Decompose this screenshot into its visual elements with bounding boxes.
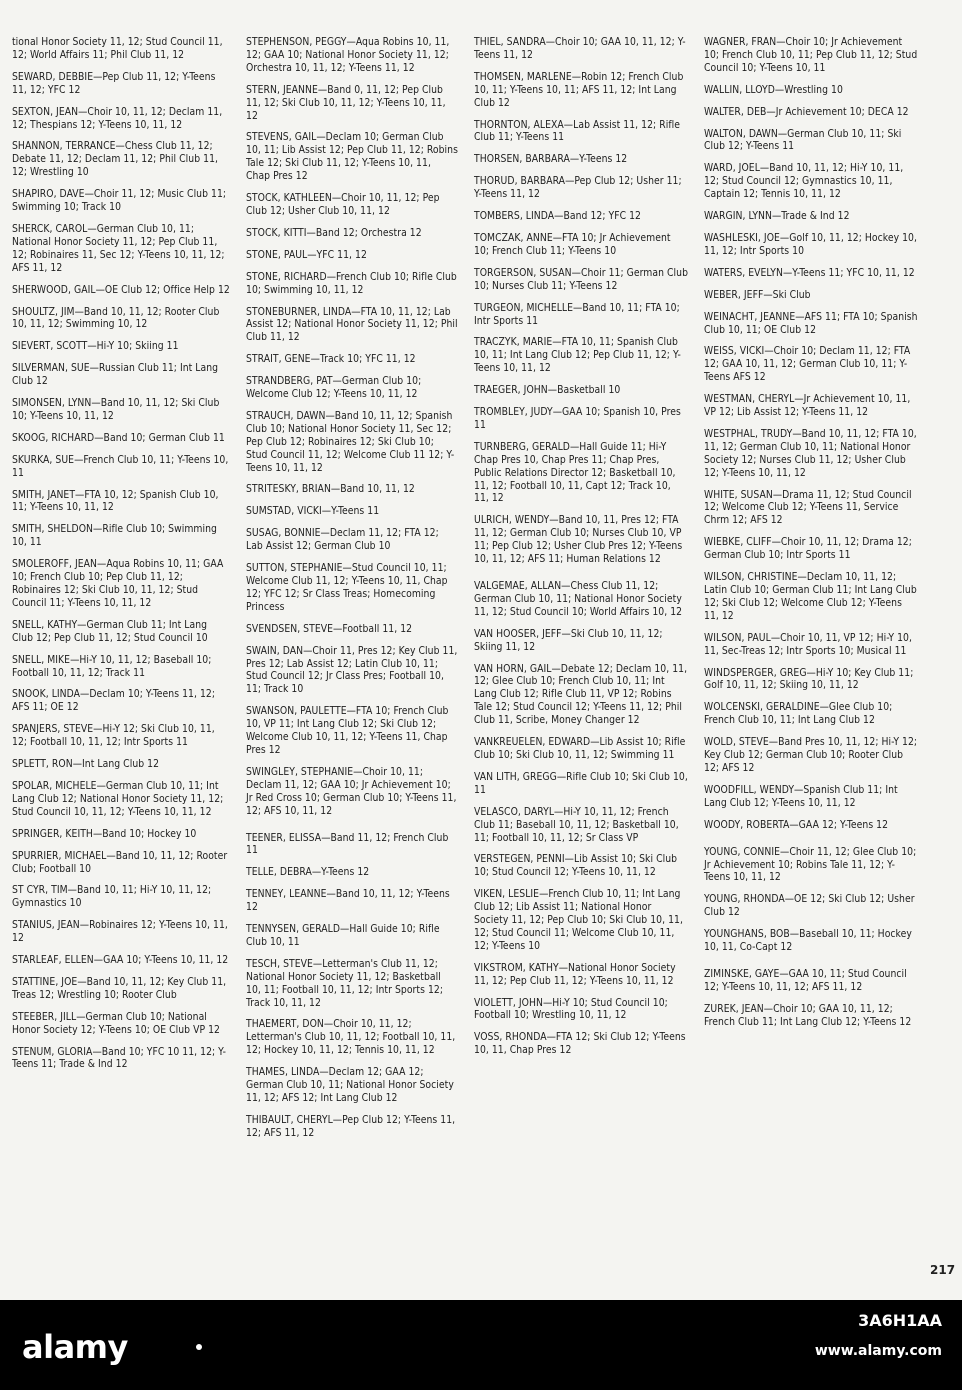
list-item: VELASCO, DARYL—Hi-Y 10, 11, 12; French Club 11; Baseball 10, 11, 12; Basketball 10, 11; Football 10, 11, 12; Sr Class VP (474, 805, 679, 844)
list-item: SILVERMAN, SUE—Russian Club 11; Int Lang Club 12 (12, 362, 219, 388)
list-item: TENNEY, LEANNE—Band 10, 11, 12; Y-Teens 12 (246, 888, 450, 914)
list-item: SWAIN, DAN—Choir 11, Pres 12; Key Club 11, Pres 12; Lab Assist 12; Latin Club 10, 11; Stud Council 12; Jr Class Pres; Football 10, 11; Track 10 (246, 644, 458, 696)
column-3 (474, 36, 688, 1066)
list-item: SEXTON, JEAN—Choir 10, 11, 12; Declam 11, 12; Thespians 12; Y-Teens 10, 11, 12 (12, 105, 223, 131)
logo-dot-icon (196, 1344, 202, 1350)
list-item: SIMONSEN, LYNN—Band 10, 11, 12; Ski Club 10; Y-Teens 10, 11, 12 (12, 397, 220, 422)
list-item: SMITH, JANET—FTA 10, 12; Spanish Club 10, 11; Y-Teens 10, 11, 12 (12, 488, 219, 514)
list-item: ULRICH, WENDY—Band 10, 11, Pres 12; FTA 11, 12; German Club 10; Nurses Club 10, VP 11; Pep Club 12; Usher Club Pres 12; Y-Teens 10, 11, 12; AFS 11; Human Relations 12 (474, 514, 683, 566)
list-item: SEWARD, DEBBIE—Pep Club 11, 12; Y-Teens 11, 12; YFC 12 (12, 70, 216, 96)
list-item: WILSON, CHRISTINE—Declam 10, 11, 12; Latin Club 10; German Club 11; Int Lang Club 12; Ski Club 12; Welcome Club 12; Y-Teens 11, 12 (704, 571, 917, 622)
list-item: WILSON, PAUL—Choir 10, 11, VP 12; Hi-Y 10, 11, Sec-Treas 12; Intr Sports 10; Musical 11 (704, 631, 912, 657)
list-item: SPURRIER, MICHAEL—Band 10, 11, 12; Rooter Club; Football 10 (12, 849, 228, 875)
list-item: THAEMERT, DON—Choir 10, 11, 12; Letterman's Club 10, 11, 12; Football 10, 11, 12; Hockey 10, 11, 12; Tennis 10, 11, 12 (246, 1018, 456, 1057)
list-item: TEENER, ELISSA—Band 11, 12; French Club 11 (246, 831, 449, 857)
list-item: SHOULTZ, JIM—Band 10, 11, 12; Rooter Club 10, 11, 12; Swimming 10, 12 (12, 305, 220, 331)
list-item: SUTTON, STEPHANIE—Stud Council 10, 11; Welcome Club 11, 12; Y-Teens 10, 11, Chap 12; YFC 12; Sr Class Treas; Homecoming Princess (246, 562, 448, 613)
list-item: WOODY, ROBERTA—GAA 12; Y-Teens 12 (704, 818, 889, 831)
list-item: STATTINE, JOE—Band 10, 11, 12; Key Club 11, Treas 12; Wrestling 10; Rooter Club (12, 975, 227, 1001)
list-item: SKURKA, SUE—French Club 10, 11; Y-Teens 10, 11 (12, 453, 229, 479)
list-item: SHAPIRO, DAVE—Choir 11, 12; Music Club 11; Swimming 10; Track 10 (12, 188, 227, 214)
list-item: STOCK, KATHLEEN—Choir 10, 11, 12; Pep Club 12; Usher Club 10, 11, 12 (246, 192, 440, 217)
list-item: YOUNGHANS, BOB—Baseball 10, 11; Hockey 10, 11, Co-Capt 12 (704, 928, 912, 954)
list-item: VIKSTROM, KATHY—National Honor Society 11, 12; Pep Club 11, 12; Y-Teens 10, 11, 12 (474, 961, 676, 987)
list-item: STEPHENSON, PEGGY—Aqua Robins 10, 11, 12; GAA 10; National Honor Society 11, 12; Orchestra 10, 11, 12; Y-Teens 11, 12 (246, 36, 450, 74)
column-1 (12, 36, 230, 1080)
brand-logo: alamy (22, 1328, 128, 1366)
list-item: TURNBERG, GERALD—Hall Guide 11; Hi-Y Chap Pres 10, Chap Pres 11; Chap Pres, Public Relations Director 12; Basketball 10, 11, 12; Football 10, 11, Capt 12; Track 10, 11, 12 (474, 440, 676, 505)
list-item: WALLIN, LLOYD—Wrestling 10 (704, 83, 843, 96)
list-item: SWANSON, PAULETTE—FTA 10; French Club 10, VP 11; Int Lang Club 12; Ski Club 12; Welcome Club 10, 11, 12; Y-Teens 11, Chap Pres 12 (246, 705, 449, 756)
list-item: VERSTEGEN, PENNI—Lib Assist 10; Ski Club 10; Stud Council 12; Y-Teens 10, 11, 12 (474, 853, 678, 879)
list-item: SIEVERT, SCOTT—Hi-Y 10; Skiing 11 (12, 340, 179, 353)
list-item: WIEBKE, CLIFF—Choir 10, 11, 12; Drama 12; German Club 10; Intr Sports 11 (704, 536, 912, 562)
list-item: WEISS, VICKI—Choir 10; Declam 11, 12; FTA 12; GAA 10, 11, 12; German Club 10, 11; Y-Teens AFS 12 (704, 345, 911, 384)
list-item: SPLETT, RON—Int Lang Club 12 (12, 758, 160, 771)
list-item: SMOLEROFF, JEAN—Aqua Robins 10, 11; GAA 10; French Club 10; Pep Club 11, 12; Robinaires 12; Ski Club 10, 11, 12; Stud Council 11; Y-Teens 10, 11, 12 (12, 558, 224, 609)
list-item: VALGEMAE, ALLAN—Chess Club 11, 12; German Club 10, 11; National Honor Society 11, 12; Stud Council 10; World Affairs 10, 12 (474, 580, 683, 618)
list-item: ZIMINSKE, GAYE—GAA 10, 11; Stud Council 12; Y-Teens 10, 11, 12; AFS 11, 12 (704, 967, 907, 993)
list-item: SWINGLEY, STEPHANIE—Choir 10, 11; Declam 11, 12; GAA 10; Jr Achievement 10; Jr Red Cross 10; German Club 10; Y-Teens 11, 12; AFS 10, 11, 12 (246, 765, 457, 817)
list-item: YOUNG, RHONDA—OE 12; Ski Club 12; Usher Club 12 (704, 893, 915, 919)
list-item: WEINACHT, JEANNE—AFS 11; FTA 10; Spanish Club 10, 11; OE Club 12 (704, 310, 918, 336)
list-item: TRACZYK, MARIE—FTA 10, 11; Spanish Club 10, 11; Int Lang Club 12; Pep Club 11, 12; Y-Teens 10, 11, 12 (474, 336, 681, 375)
list-item: SNELL, KATHY—German Club 11; Int Lang Club 12; Pep Club 11, 12; Stud Council 10 (12, 618, 208, 644)
list-item: TORGERSON, SUSAN—Choir 11; German Club 10; Nurses Club 11; Y-Teens 12 (474, 266, 689, 292)
list-item: THORSEN, BARBARA—Y-Teens 12 (474, 153, 628, 166)
list-item: STOCK, KITTI—Band 12; Orchestra 12 (246, 226, 422, 239)
list-item: ZUREK, JEAN—Choir 10; GAA 10, 11, 12; French Club 11; Int Lang Club 12; Y-Teens 12 (704, 1002, 912, 1028)
list-item: SUMSTAD, VICKI—Y-Teens 11 (246, 505, 380, 518)
list-item: WESTMAN, CHERYL—Jr Achievement 10, 11, VP 12; Lib Assist 12; Y-Teens 11, 12 (704, 393, 911, 419)
column-2 (246, 36, 458, 1149)
list-item: STENUM, GLORIA—Band 10; YFC 10 11, 12; Y-Teens 11; Trade & Ind 12 (12, 1045, 227, 1071)
list-item: STONEBURNER, LINDA—FTA 10, 11, 12; Lab Assist 12; National Honor Society 11, 12; Phil Club 11, 12 (246, 305, 458, 344)
list-item: STANIUS, JEAN—Robinaires 12; Y-Teens 10, 11, 12 (12, 919, 228, 945)
list-item: TURGEON, MICHELLE—Band 10, 11; FTA 10; Intr Sports 11 (474, 301, 680, 327)
list-item: STRAUCH, DAWN—Band 10, 11, 12; Spanish Club 10; National Honor Society 11, Sec 12; Pep Club 12; Robinaires 12; Ski Club 10; Stud Council 11, 12; Welcome Club 11 12; Y-Teens 10, 11, 12 (246, 409, 455, 474)
list-item: SVENDSEN, STEVE—Football 11, 12 (246, 622, 413, 635)
list-item: VANKREUELEN, EDWARD—Lib Assist 10; Rifle Club 10; Ski Club 10, 11, 12; Swimming 11 (474, 736, 686, 761)
list-item: THORNTON, ALEXA—Lab Assist 11, 12; Rifle Club 11; Y-Teens 11 (474, 118, 681, 144)
list-item: SUSAG, BONNIE—Declam 11, 12; FTA 12; Lab Assist 12; German Club 10 (246, 527, 439, 553)
list-item: VIKEN, LESLIE—French Club 10, 11; Int Lang Club 12; Lib Assist 11; National Honor Society 11, 12; Pep Club 10; Ski Club 10, 11, 12; Stud Council 11; Welcome Club 10, 11, 12; Y-Teens 10 (474, 888, 683, 952)
watermark-banner (0, 1300, 962, 1390)
list-item: TRAEGER, JOHN—Basketball 10 (474, 384, 621, 397)
list-item: TOMCZAK, ANNE—FTA 10; Jr Achievement 10; French Club 11; Y-Teens 10 (474, 231, 671, 257)
list-item: STERN, JEANNE—Band 0, 11, 12; Pep Club 11, 12; Ski Club 10, 11, 12; Y-Teens 10, 11, 12 (246, 83, 446, 122)
page-number: 217 (930, 1263, 956, 1277)
list-item: STEVENS, GAIL—Declam 10; German Club 10, 11; Lib Assist 12; Pep Club 11, 12; Robins Tale 12; Ski Club 11, 12; Y-Teens 10, 11, Chap Pres 12 (246, 131, 458, 183)
list-item: WESTPHAL, TRUDY—Band 10, 11, 12; FTA 10, 11, 12; German Club 10, 11; National Honor Society 12; Nurses Club 11, 12; Usher Club 12; Y-Teens 10, 11, 12 (704, 427, 917, 479)
list-item: STONE, RICHARD—French Club 10; Rifle Club 10; Swimming 10, 11, 12 (246, 270, 457, 296)
list-item: WOLCENSKI, GERALDINE—Glee Club 10; French Club 10, 11; Int Lang Club 12 (704, 701, 893, 727)
list-item: THAMES, LINDA—Declam 12; GAA 12; German Club 10, 11; National Honor Society 11, 12; AFS 12; Int Lang Club 12 (246, 1066, 454, 1104)
list-item: WEBER, JEFF—Ski Club (704, 288, 811, 301)
list-item: TESCH, STEVE—Letterman's Club 11, 12; National Honor Society 11, 12; Basketball 10, 11; Football 10, 11, 12; Intr Sports 12; Track 10, 11, 12 (246, 957, 443, 1009)
list-item: ST CYR, TIM—Band 10, 11; Hi-Y 10, 11, 12; Gymnastics 10 (12, 884, 212, 910)
list-item: SNOOK, LINDA—Declam 10; Y-Teens 11, 12; AFS 11; OE 12 (12, 688, 216, 714)
list-item: WARGIN, LYNN—Trade & Ind 12 (704, 210, 850, 223)
list-item: YOUNG, CONNIE—Choir 11, 12; Glee Club 10; Jr Achievement 10; Robins Tale 11, 12; Y-Teens 10, 11, 12 (704, 845, 917, 884)
list-item: SHERWOOD, GAIL—OE Club 12; Office Help 12 (12, 283, 230, 296)
list-item: VAN HORN, GAIL—Debate 12; Declam 10, 11, 12; Glee Club 10; French Club 10, 11; Int Lang Club 12; Rifle Club 11, VP 12; Robins Tale 12; Stud Council 12; Y-Teens 11, 12; Phil Club 11, Scribe, Money Changer 12 (474, 662, 688, 727)
list-item: STRITESKY, BRIAN—Band 10, 11, 12 (246, 483, 415, 496)
list-item: WATERS, EVELYN—Y-Teens 11; YFC 10, 11, 12 (704, 266, 915, 279)
list-item: WALTON, DAWN—German Club 10, 11; Ski Club 12; Y-Teens 11 (704, 127, 902, 153)
list-item: WALTER, DEB—Jr Achievement 10; DECA 12 (704, 105, 909, 118)
list-item: VIOLETT, JOHN—Hi-Y 10; Stud Council 10; Football 10; Wrestling 10, 11, 12 (474, 996, 668, 1022)
source-url: www.alamy.com (814, 1343, 942, 1359)
list-item: THIBAULT, CHERYL—Pep Club 12; Y-Teens 11, 12; AFS 11, 12 (246, 1113, 456, 1139)
list-item: VAN LITH, GREGG—Rifle Club 10; Ski Club 10, 11 (474, 770, 688, 796)
list-item: WASHLESKI, JOE—Golf 10, 11, 12; Hockey 10, 11, 12; Intr Sports 10 (704, 231, 917, 257)
list-item: STRANDBERG, PAT—German Club 10; Welcome Club 12; Y-Teens 10, 11, 12 (246, 375, 422, 401)
list-item: SMITH, SHELDON—Rifle Club 10; Swimming 10, 11 (12, 523, 217, 549)
list-item: TOMBERS, LINDA—Band 12; YFC 12 (474, 210, 641, 223)
list-item: SHANNON, TERRANCE—Chess Club 11, 12; Debate 11, 12; Declam 11, 12; Phil Club 11, 12; Wrestling 10 (12, 140, 219, 179)
list-item: WARD, JOEL—Band 10, 11, 12; Hi-Y 10, 11, 12; Stud Council 12; Gymnastics 10, 11, Captain 12; Tennis 10, 11, 12 (704, 162, 904, 201)
list-item: TENNYSEN, GERALD—Hall Guide 10; Rifle Club 10, 11 (246, 923, 440, 948)
list-item: THOMSEN, MARLENE—Robin 12; French Club 10, 11; Y-Teens 10, 11; AFS 11, 12; Int Lang Club 12 (474, 70, 684, 109)
list-item: STONE, PAUL—YFC 11, 12 (246, 248, 367, 261)
list-item: WAGNER, FRAN—Choir 10; Jr Achievement 10; French Club 10, 11; Pep Club 11, 12; Stud Council 10; Y-Teens 10, 11 (704, 36, 918, 74)
list-item: SNELL, MIKE—Hi-Y 10, 11, 12; Baseball 10; Football 10, 11, 12; Track 11 (12, 653, 212, 679)
list-item: STARLEAF, ELLEN—GAA 10; Y-Teens 10, 11, 12 (12, 954, 229, 967)
image-id: 3A6H1AA (858, 1311, 942, 1330)
list-item: TROMBLEY, JUDY—GAA 10; Spanish 10, Pres 11 (474, 406, 681, 431)
list-item: SPANJERS, STEVE—Hi-Y 12; Ski Club 10, 11, 12; Football 10, 11, 12; Intr Sports 11 (12, 723, 215, 749)
list-item: STEEBER, JILL—German Club 10; National Honor Society 12; Y-Teens 10; OE Club VP 12 (12, 1010, 220, 1036)
list-item: WINDSPERGER, GREG—Hi-Y 10; Key Club 11; Golf 10, 11, 12; Skiing 10, 11, 12 (704, 666, 914, 692)
list-item: VAN HOOSER, JEFF—Ski Club 10, 11, 12; Skiing 11, 12 (474, 627, 663, 653)
list-item: SPOLAR, MICHELE—German Club 10, 11; Int Lang Club 12; National Honor Society 11, 12; Stud Council 10, 11, 12; Y-Teens 10, 11, 12 (12, 779, 224, 818)
list-item: THORUD, BARBARA—Pep Club 12; Usher 11; Y-Teens 11, 12 (474, 175, 682, 201)
list-item: STRAIT, GENE—Track 10; YFC 11, 12 (246, 353, 416, 366)
column-4 (704, 36, 918, 1038)
list-item: WOLD, STEVE—Band Pres 10, 11, 12; Hi-Y 12; Key Club 12; German Club 10; Rooter Club 12; AFS 12 (704, 736, 918, 774)
list-item: WOODFILL, WENDY—Spanish Club 11; Int Lang Club 12; Y-Teens 10, 11, 12 (704, 783, 898, 809)
list-item: VOSS, RHONDA—FTA 12; Ski Club 12; Y-Teens 10, 11, Chap Pres 12 (474, 1031, 686, 1057)
list-item: SPRINGER, KEITH—Band 10; Hockey 10 (12, 827, 197, 840)
list-item: WHITE, SUSAN—Drama 11, 12; Stud Council 12; Welcome Club 12; Y-Teens 11, Service Chrm 12; AFS 12 (704, 488, 912, 527)
list-item: SHERCK, CAROL—German Club 10, 11; National Honor Society 11, 12; Pep Club 11, 12; Robinaires 11, Sec 12; Y-Teens 10, 11, 12; AFS 11, 12 (12, 222, 225, 274)
list-item: SKOOG, RICHARD—Band 10; German Club 11 (12, 431, 225, 444)
list-item: TELLE, DEBRA—Y-Teens 12 (246, 866, 370, 879)
list-item: tional Honor Society 11, 12; Stud Council 11, 12; World Affairs 11; Phil Club 11, 12 (12, 36, 223, 61)
list-item: THIEL, SANDRA—Choir 10; GAA 10, 11, 12; Y-Teens 11, 12 (474, 36, 686, 61)
